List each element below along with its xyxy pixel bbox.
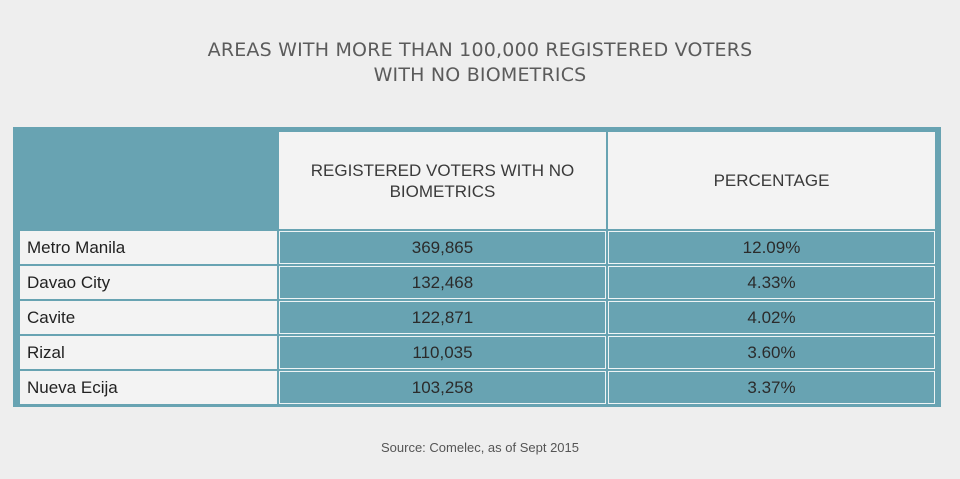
header-corner-cell: [20, 132, 277, 229]
row-percentage-value: 4.33%: [608, 266, 935, 299]
header-voters: REGISTERED VOTERS WITH NO BIOMETRICS: [279, 132, 606, 229]
row-voters-value: 122,871: [279, 301, 606, 334]
row-area-label: Cavite: [20, 301, 277, 334]
header-percentage: PERCENTAGE: [608, 132, 935, 229]
row-voters-value: 103,258: [279, 371, 606, 404]
row-area-label: Nueva Ecija: [20, 371, 277, 404]
row-area-label: Metro Manila: [20, 231, 277, 264]
row-area-label: Davao City: [20, 266, 277, 299]
row-percentage-value: 12.09%: [608, 231, 935, 264]
data-table: [13, 127, 941, 407]
chart-title-line-1: AREAS WITH MORE THAN 100,000 REGISTERED VOTERS: [207, 39, 753, 61]
row-percentage-value: 3.37%: [608, 371, 935, 404]
row-percentage-value: 3.60%: [608, 336, 935, 369]
chart-title: [0, 38, 960, 88]
row-voters-value: 110,035: [279, 336, 606, 369]
row-voters-value: 132,468: [279, 266, 606, 299]
chart-title-line-2: WITH NO BIOMETRICS: [373, 64, 587, 86]
source-note: Source: Comelec, as of Sept 2015: [380, 440, 579, 455]
row-voters-value: 369,865: [279, 231, 606, 264]
row-area-label: Rizal: [20, 336, 277, 369]
row-percentage-value: 4.02%: [608, 301, 935, 334]
